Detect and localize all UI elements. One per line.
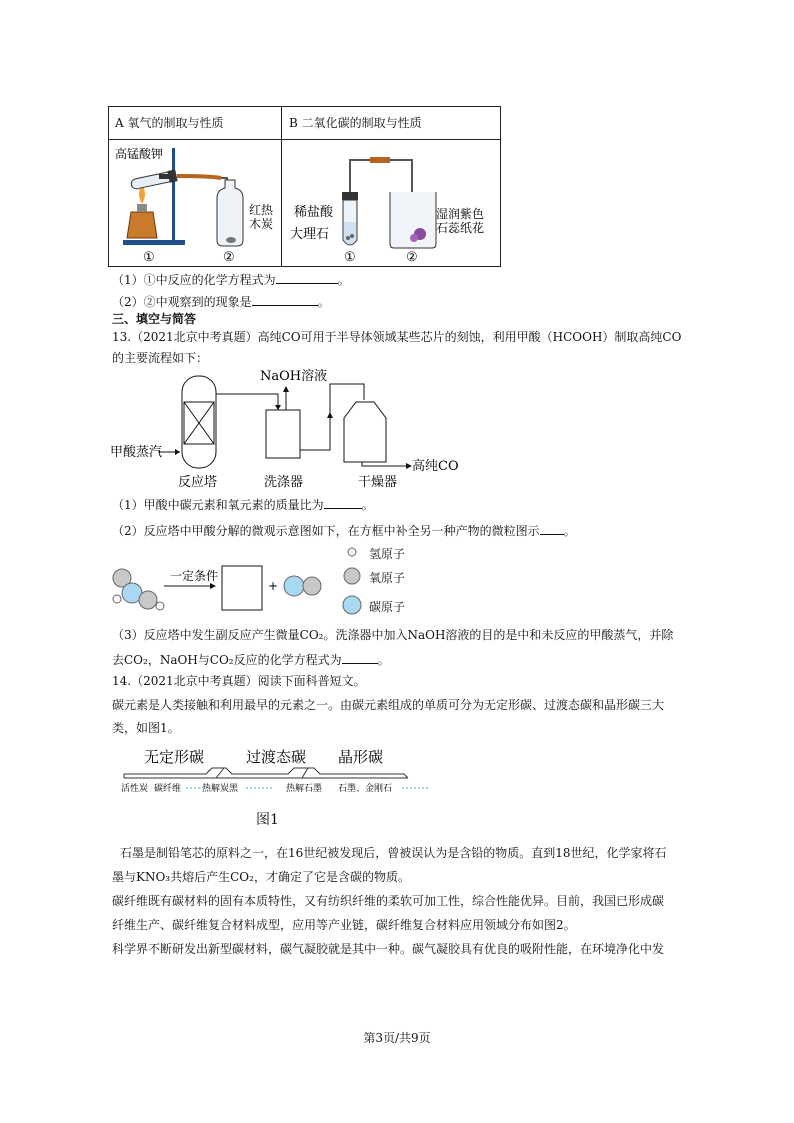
arrow-head [210,583,216,589]
tube-joint-1 [370,157,380,163]
gas-bottle [217,180,243,246]
answer-blank [276,271,338,284]
label-dryer: 干燥器 [358,475,398,490]
q12-sub1 [112,271,350,288]
process-flow-diagram [108,366,478,492]
q13-sub2-text: （2）反应塔中甲酸分解的微观示意图如下，在方框中补全另一种产物的微粒图示 [112,524,540,538]
figure-1-caption: 图1 [256,812,279,828]
marble-chip [350,234,354,238]
q14-p2-line1: 石墨是制铅笔芯的原料之一，在16世纪被发现后，曾被误认为是含铅的物质。直到18世纪，化学家将石 [120,846,667,860]
legend-carbon: 碳原子 [369,600,406,614]
q14-intro: 14.（2021北京中考真题）阅读下面科普短文。 [112,674,366,688]
item-pyrolytic-carbon-black: 热解炭黑 [202,784,239,794]
q14-p3-line1: 碳纤维既有碳材料的固有本质特性，又有纺织纤维的柔软可加工性，综合性能优异。目前，我国已形成碳 [112,894,665,908]
label-dilute-hcl: 稀盐酸 [294,205,334,220]
hydrogen-atom [113,595,121,603]
oxygen-atom [139,591,157,609]
carbon-atom [284,576,304,596]
output-pipe [362,462,408,466]
arrow-head [275,405,281,410]
atom-legend-icons [340,544,364,616]
classification-bar-top [124,768,408,778]
clamp [159,174,175,179]
carbon-atom-icon [343,596,361,614]
divider [216,768,224,778]
section-heading: 三、填空与简答 [112,312,197,326]
q14-p4-line1: 科学界不断研发出新型碳材料，碳气凝胶就是其中一种。碳气凝胶具有优良的吸附性能，在环境净化中发 [112,942,665,956]
q13-sub1-end: 。 [361,498,374,512]
q14-p3-line2: 纤维生产、碳纤维复合材料成型，应用等产业链，碳纤维复合材料应用领域分布如图2。 [112,918,576,932]
label-apparatus-2: ② [406,250,418,265]
experiment-table [108,106,501,267]
q13-sub3-line1: （3）反应塔中发生副反应产生微量CO₂。洗涤器中加入NaOH溶液的目的是中和未反应的甲酸蒸气，并除 [112,628,674,642]
arrow-head [283,386,289,392]
oxygen-atom [303,577,321,595]
label-reaction-condition: 一定条件 [170,569,219,583]
label-apparatus-2: ② [223,250,235,265]
q13-sub2-end: 。 [563,524,576,538]
label-transition-carbon: 过渡态碳 [246,748,307,766]
item-activated-carbon: 活性炭 [121,784,149,794]
rubber-tube [177,176,221,178]
table-header-a: A 氧气的制取与性质 [115,116,224,130]
oxygen-apparatus-figure [109,140,281,267]
stand-rod [172,148,175,240]
oxygen-atom-icon [344,568,360,584]
divider [302,768,308,778]
q13-sub1-text: （1）甲酸中碳元素和氧元素的质量比为 [112,498,324,512]
pipe-tower-washer [216,394,278,410]
page-footer: 第3页/共9页 [363,1031,431,1045]
label-naoh: NaOH溶液 [260,369,328,384]
q12-sub2-text: （2）②中观察到的现象是 [112,295,252,309]
lamp-wick-holder [137,204,147,212]
item-pyrolytic-graphite: 热解石墨 [286,784,323,794]
answer-box [222,566,262,610]
label-wet-purple: 湿润紫色 [436,207,485,221]
stand-base [123,240,185,245]
hydrogen-atom-icon [348,548,356,556]
q12-sub2-end: 。 [317,295,330,309]
answer-blank [540,522,564,535]
item-carbon-fiber: 碳纤维 [154,784,182,794]
marble-chip [346,236,350,240]
alcohol-lamp [127,212,157,238]
dryer [344,402,386,462]
label-crystalline-carbon: 晶形碳 [338,748,384,766]
label-charcoal: 木炭 [249,217,274,231]
hydrogen-atom [156,602,164,610]
q13-intro-line2: 的主要流程如下： [112,351,209,365]
label-red-hot: 红热 [249,203,274,217]
q12-sub1-end: 。 [337,273,350,287]
label-formic-vapor: 甲酸蒸汽 [110,445,163,460]
charcoal [226,237,236,243]
acid-liquid [344,222,356,244]
legend-hydrogen: 氢原子 [369,547,406,561]
stopper [342,192,358,200]
label-potassium-permanganate: 高锰酸钾 [115,147,164,161]
co2-apparatus-figure [282,140,501,267]
label-washer: 洗涤器 [264,475,304,490]
carbon-classification-figure [118,744,438,796]
q13-sub3-text: 去CO₂，NaOH与CO₂反应的化学方程式为 [112,653,342,667]
q14-p1-line2: 类，如图1。 [112,721,180,735]
arrow-head [327,412,333,418]
tube-joint-2 [380,157,390,163]
q12-sub1-text: （1）①中反应的化学方程式为 [112,273,276,287]
q14-p1-line1: 碳元素是人类接触和利用最早的元素之一。由碳元素组成的单质可分为无定形碳、过渡态碳和晶形碳三大 [112,698,665,712]
label-marble: 大理石 [290,227,330,242]
legend-oxygen: 氧原子 [369,571,406,585]
litmus-flower [410,234,418,242]
answer-blank [324,496,362,509]
q13-sub2 [112,522,576,539]
label-apparatus-1: ① [344,250,356,265]
item-graphite-diamond: 石墨、金刚石 [338,784,393,794]
q13-sub1 [112,496,374,513]
plus-sign: + [268,579,279,593]
label-apparatus-1: ① [143,250,155,265]
q13-sub3-end: 。 [377,653,390,667]
label-pure-co: 高纯CO [412,459,459,474]
q13-intro-line1: 13.（2021北京中考真题）高纯CO可用于半导体领域某些芯片的刻蚀，利用甲酸（HCOOH）制取高纯CO [112,330,682,344]
label-amorphous-carbon: 无定形碳 [144,748,205,766]
q14-p2-line2: 墨与KNO₃共熔后产生CO₂，才确定了它是含碳的物质。 [112,870,410,884]
table-header-b: B 二氧化碳的制取与性质 [289,116,422,130]
arrow-head [175,449,180,455]
answer-blank [342,651,378,664]
label-reaction-tower: 反应塔 [178,475,218,490]
q12-sub2 [112,293,330,310]
molecule-reaction-diagram [108,560,338,616]
formic-acid-molecule [113,569,164,610]
label-litmus-flower: 石蕊纸花 [436,221,485,235]
q13-sub3-line2 [112,651,390,668]
washer [266,410,300,458]
answer-blank [252,293,318,306]
